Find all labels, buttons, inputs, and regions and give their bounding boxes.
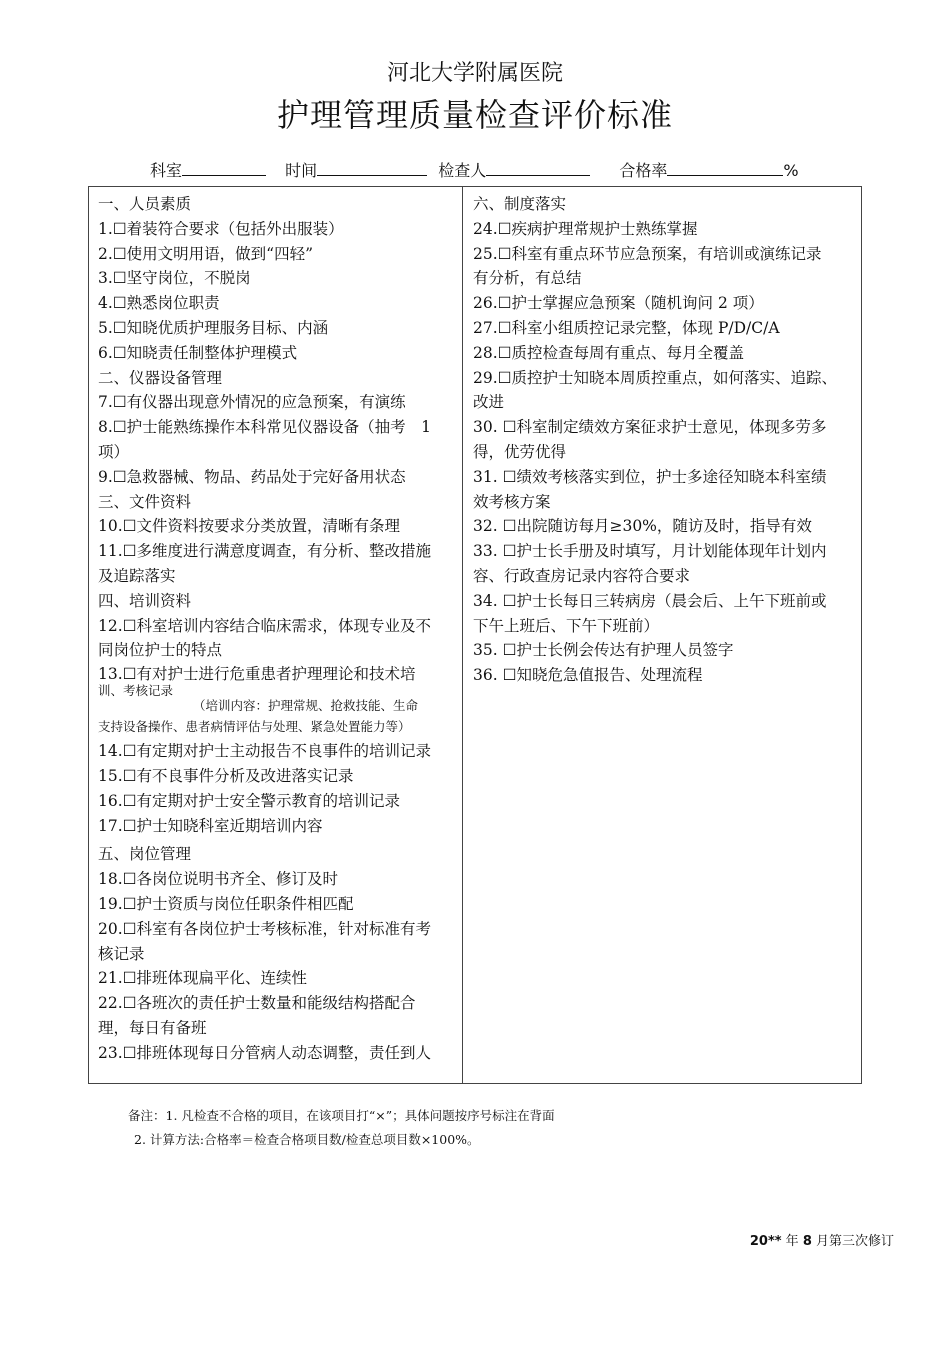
checklist-item[interactable]: 14.☐有定期对护士主动报告不良事件的培训记录 bbox=[98, 742, 432, 761]
checklist-item[interactable]: 8.☐护士能熟练操作本科常见仪器设备（抽考 1 bbox=[98, 418, 432, 437]
checklist-item[interactable]: 9.☐急救器械、物品、药品处于完好备用状态 bbox=[98, 467, 406, 486]
section-heading: 四、培训资料 bbox=[98, 591, 192, 610]
rate-field[interactable] bbox=[667, 159, 783, 176]
inspector-label: 检查人 bbox=[438, 161, 487, 180]
checklist-item[interactable]: 27.☐科室小组质控记录完整，体现 P/D/C/A bbox=[473, 318, 780, 337]
dept-field[interactable] bbox=[182, 159, 266, 176]
checklist-item-continued: 核记录 bbox=[98, 944, 145, 963]
revision-year-unit: 年 bbox=[781, 1234, 803, 1249]
training-content-note: （培训内容：护理常规、抢救技能、生命 bbox=[193, 698, 419, 714]
checklist-item[interactable]: 23.☐排班体现每日分管病人动态调整，责任到人 bbox=[98, 1043, 432, 1062]
time-label: 时间 bbox=[285, 161, 318, 180]
notes bbox=[128, 1104, 555, 1152]
revision-text: 月第三次修订 bbox=[811, 1234, 894, 1249]
checklist-item[interactable]: 17.☐护士知晓科室近期培训内容 bbox=[98, 816, 323, 835]
time-field[interactable] bbox=[317, 159, 427, 176]
checklist-item-continued: 容、行政查房记录内容符合要求 bbox=[473, 566, 691, 585]
left-column bbox=[89, 187, 463, 1083]
checklist-item-continued: 效考核方案 bbox=[473, 492, 551, 511]
checklist-item[interactable]: 22.☐各班次的责任护士数量和能级结构搭配合 bbox=[98, 994, 416, 1013]
document-title: 护理管理质量检查评价标准 bbox=[276, 96, 673, 134]
checklist-item-continued: 同岗位护士的特点 bbox=[98, 641, 223, 660]
rate-unit: % bbox=[783, 161, 799, 180]
checklist-item-continued: 下午上班后、下午下班前） bbox=[473, 616, 660, 635]
checklist-item[interactable]: 32. ☐出院随访每月≥30%，随访及时，指导有效 bbox=[473, 517, 812, 536]
checklist-item[interactable]: 19.☐护士资质与岗位任职条件相匹配 bbox=[98, 894, 354, 913]
note-1: 备注：1. 凡检查不合格的项目，在该项目打“×”；具体问题按序号标注在背面 bbox=[128, 1108, 555, 1123]
checklist-item[interactable]: 20.☐科室有各岗位护士考核标准，针对标准有考 bbox=[98, 919, 432, 938]
revision-month: 8 bbox=[802, 1234, 812, 1249]
checklist-item[interactable]: 1.☐着装符合要求（包括外出服装） bbox=[98, 219, 344, 238]
rate-label: 合格率 bbox=[619, 161, 668, 180]
checklist-item[interactable]: 4.☐熟悉岗位职责 bbox=[98, 294, 220, 313]
inspector-field[interactable] bbox=[486, 159, 590, 176]
checklist-item[interactable]: 35. ☐护士长例会传达有护理人员签字 bbox=[473, 641, 734, 660]
dept-label: 科室 bbox=[150, 161, 183, 180]
section-heading: 一、人员素质 bbox=[98, 195, 192, 213]
checklist-item[interactable]: 2.☐使用文明用语，做到“四轻” bbox=[98, 244, 314, 263]
section-heading: 五、岗位管理 bbox=[98, 845, 192, 864]
checklist-item-continued: 及追踪落实 bbox=[98, 566, 176, 585]
checklist-item[interactable]: 7.☐有仪器出现意外情况的应急预案，有演练 bbox=[98, 393, 406, 412]
hospital-name: 河北大学附属医院 bbox=[386, 61, 563, 86]
section-heading: 六、制度落实 bbox=[473, 195, 567, 213]
checklist-item[interactable]: 6.☐知晓责任制整体护理模式 bbox=[98, 343, 298, 362]
checklist-item[interactable]: 10.☐文件资料按要求分类放置，清晰有条理 bbox=[98, 517, 401, 536]
checklist-item[interactable]: 13.☐有对护士进行危重患者护理理论和技术培 bbox=[98, 665, 416, 684]
checklist-item[interactable]: 33. ☐护士长手册及时填写，月计划能体现年计划内 bbox=[473, 542, 827, 561]
checklist-item[interactable]: 36. ☐知晓危急值报告、处理流程 bbox=[473, 666, 703, 685]
checklist-item[interactable]: 15.☐有不良事件分析及改进落实记录 bbox=[98, 766, 354, 785]
checklist-item[interactable]: 3.☐坚守岗位，不脱岗 bbox=[98, 269, 251, 288]
checklist-item[interactable]: 34. ☐护士长每日三转病房（晨会后、上午下班前或 bbox=[473, 591, 827, 610]
checklist-item-continued: 得，优劳优得 bbox=[473, 442, 567, 461]
checklist-item-continued: 有分析，有总结 bbox=[473, 269, 582, 288]
checklist-item[interactable]: 28.☐质控检查每周有重点、每月全覆盖 bbox=[473, 343, 745, 362]
checklist-item[interactable]: 30. ☐科室制定绩效方案征求护士意见，体现多劳多 bbox=[473, 418, 827, 437]
right-column bbox=[463, 187, 861, 1083]
checklist-item[interactable]: 25.☐科室有重点环节应急预案，有培训或演练记录 bbox=[473, 244, 822, 263]
checklist-item[interactable]: 29.☐质控护士知晓本周质控重点，如何落实、追踪、 bbox=[473, 368, 838, 387]
checklist-item[interactable]: 11.☐多维度进行满意度调查，有分析、整改措施 bbox=[98, 542, 432, 561]
meta-row bbox=[150, 158, 799, 181]
checklist-item[interactable]: 24.☐疾病护理常规护士熟练掌握 bbox=[473, 219, 698, 238]
checklist-table bbox=[88, 186, 862, 1084]
checklist-item[interactable]: 31. ☐绩效考核落实到位，护士多途径知晓本科室绩 bbox=[473, 467, 827, 486]
note-2: 2. 计算方法:合格率＝检查合格项目数/检查总项目数×100%。 bbox=[134, 1132, 480, 1147]
checklist-item[interactable]: 26.☐护士掌握应急预案（随机询问 2 项） bbox=[473, 294, 764, 313]
checklist-item-continued: 项） bbox=[98, 442, 130, 461]
revision-year: 20** bbox=[749, 1234, 782, 1249]
revision-footer bbox=[750, 1230, 894, 1249]
checklist-item[interactable]: 5.☐知晓优质护理服务目标、内涵 bbox=[98, 318, 329, 337]
checklist-item-continued: 训、考核记录 bbox=[98, 683, 174, 699]
section-heading: 三、文件资料 bbox=[98, 492, 192, 511]
training-content-note: 支持设备操作、患者病情评估与处理、紧急处置能力等） bbox=[98, 719, 411, 735]
checklist-item[interactable]: 16.☐有定期对护士安全警示教育的培训记录 bbox=[98, 791, 401, 810]
checklist-item[interactable]: 18.☐各岗位说明书齐全、修订及时 bbox=[98, 870, 339, 889]
checklist-item-continued: 理，每日有备班 bbox=[98, 1018, 207, 1037]
checklist-item[interactable]: 12.☐科室培训内容结合临床需求，体现专业及不 bbox=[98, 616, 432, 635]
section-heading: 二、仪器设备管理 bbox=[98, 368, 223, 387]
checklist-item-continued: 改进 bbox=[473, 393, 505, 412]
checklist-item[interactable]: 21.☐排班体现扁平化、连续性 bbox=[98, 969, 308, 988]
